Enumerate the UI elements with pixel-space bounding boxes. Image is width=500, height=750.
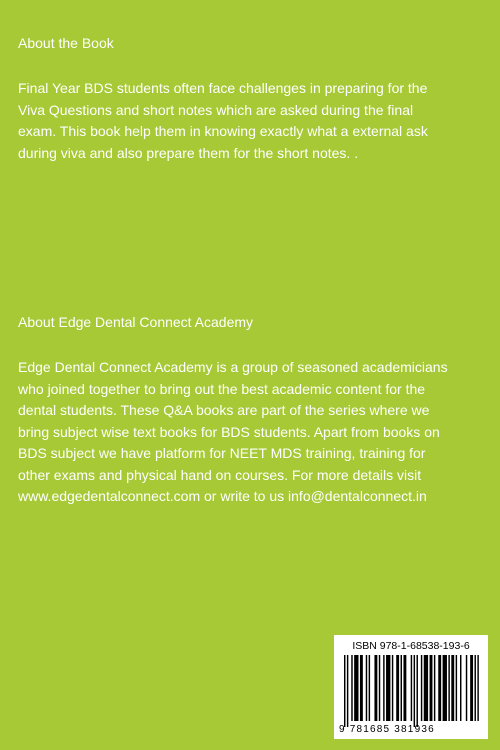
barcode-bar xyxy=(369,655,370,721)
barcode-bar xyxy=(351,655,352,721)
about-academy-heading: About Edge Dental Connect Academy xyxy=(18,314,254,330)
barcode-bar xyxy=(451,655,454,721)
barcode-bar xyxy=(354,655,358,721)
paragraph-line: www.edgedentalconnect.com or write to us info@dentalconnect.in xyxy=(18,488,427,504)
barcode-bar xyxy=(374,655,377,721)
barcode-bar xyxy=(411,655,412,721)
barcode-bar xyxy=(438,655,441,721)
about-book-heading: About the Book xyxy=(18,35,114,51)
barcode-bar xyxy=(475,655,476,721)
paragraph-line: dental students. These Q&A books are part of the series where we xyxy=(18,402,430,418)
barcode-bar xyxy=(424,655,428,721)
barcode-bar xyxy=(414,655,415,727)
barcode-bar xyxy=(434,655,435,721)
paragraph-line: who joined together to bring out the best academic content for the xyxy=(18,380,426,397)
isbn-barcode xyxy=(334,635,488,739)
barcode-bar xyxy=(392,655,393,721)
barcode-bar xyxy=(477,655,478,721)
barcode-bar xyxy=(347,655,348,727)
barcode-bar xyxy=(443,655,447,721)
barcode-bar xyxy=(386,655,390,721)
barcode-bar xyxy=(360,655,363,721)
paragraph-line: Viva Questions and short notes which are asked during the final xyxy=(18,101,414,118)
barcode-bar xyxy=(470,655,473,721)
barcode-bar xyxy=(401,655,402,721)
barcode-bar xyxy=(366,655,367,721)
paragraph-line: BDS subject we have platform for NEET MDS training, training for xyxy=(18,445,426,461)
barcode-bar xyxy=(383,655,384,721)
about-book-paragraph xyxy=(18,78,490,164)
isbn-label: ISBN 978-1-68538-193-6 xyxy=(352,640,470,652)
paragraph-line: during viva and also prepare them for the short notes. . xyxy=(18,144,359,161)
about-academy-paragraph xyxy=(18,357,490,508)
barcode-bars xyxy=(344,655,480,727)
barcode-bar xyxy=(466,655,467,721)
paragraph-line: exam. This book help them in knowing exactly what a external ask xyxy=(18,123,428,139)
barcode-bar xyxy=(460,655,461,721)
barcode-bar xyxy=(417,655,418,727)
paragraph-line: Final Year BDS students often face challenges in preparing for the xyxy=(18,80,428,96)
barcode-bar xyxy=(456,655,457,721)
barcode-bar xyxy=(344,655,345,727)
barcode-digits: 9 781685 381936 xyxy=(339,724,435,735)
barcode-bar xyxy=(430,655,433,721)
barcode-bar xyxy=(421,655,422,721)
barcode-bar xyxy=(396,655,399,721)
barcode-bar xyxy=(448,655,449,721)
paragraph-line: bring subject wise text books for BDS students. Apart from books on xyxy=(18,423,440,440)
paragraph-line: other exams and physical hand on courses. For more details visit xyxy=(18,466,422,483)
barcode-bar xyxy=(403,655,406,721)
paragraph-line: Edge Dental Connect Academy is a group of seasoned academicians xyxy=(18,359,448,375)
barcode-bar xyxy=(379,655,380,721)
